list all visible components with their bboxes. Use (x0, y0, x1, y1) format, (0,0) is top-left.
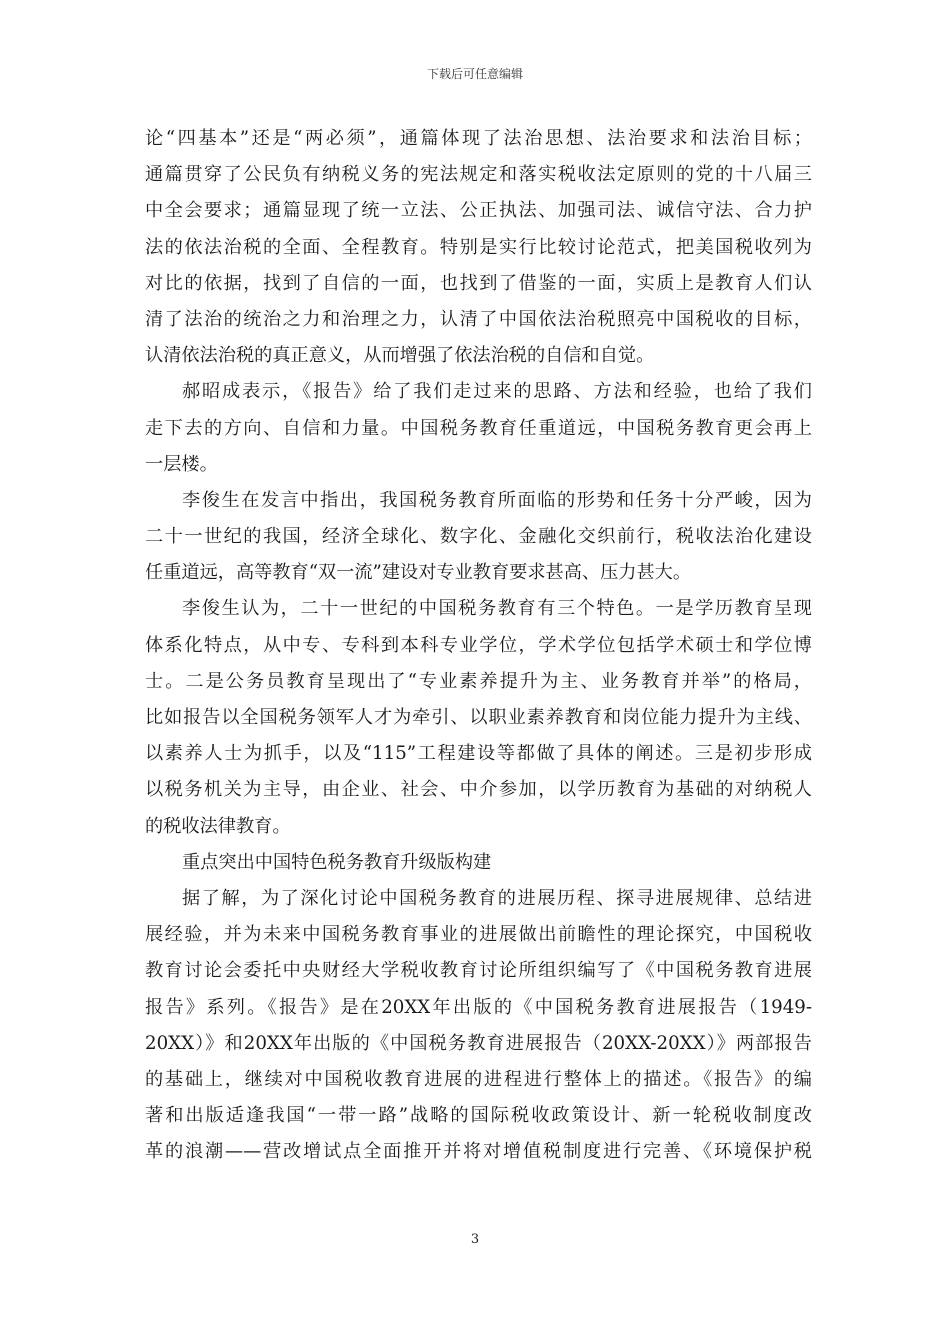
text-line: 走下去的方向、自信和力量。中国税务教育任重道远，中国税务教育更会再上 (145, 417, 812, 439)
text-line: 教育讨论会委托中央财经大学税收教育讨论所组织编写了《中国税务教育进展 (145, 960, 812, 982)
text-line: 二十一世纪的我国，经济全球化、数字化、金融化交织前行，税收法治化建设 (145, 526, 812, 548)
text-line: 以税务机关为主导，由企业、社会、中介参加，以学历教育为基础的对纳税人 (145, 779, 812, 801)
page-header: 下载后可任意编辑 (426, 67, 523, 81)
text-line: 以素养人士为抓手，以及“115”工程建设等都做了具体的阐述。三是初步形成 (145, 743, 812, 765)
text-line: 著和出版适逢我国“一带一路”战略的国际税收政策设计、新一轮税收制度改 (145, 1105, 812, 1127)
text-line: 革的浪潮——营改增试点全面推开并将对增值税制度进行完善、《环境保护税 (145, 1141, 812, 1163)
document-body (145, 121, 812, 1170)
text-line: 通篇贯穿了公民负有纳税义务的宪法规定和落实税收法定原则的党的十八届三 (145, 164, 812, 186)
text-line: 中全会要求；通篇显现了统一立法、公正执法、加强司法、诚信守法、合力护 (145, 200, 812, 222)
text-line: 士。二是公务员教育呈现出了“专业素养提升为主、业务教育并举”的格局， (145, 670, 812, 692)
text-line: 郝昭成表示，《报告》给了我们走过来的思路、方法和经验，也给了我们 (182, 381, 812, 403)
text-line: 法的依法治税的全面、全程教育。特别是实行比较讨论范式，把美国税收列为 (145, 236, 812, 258)
text-line: 一层楼。 (145, 453, 218, 475)
text-line: 的基础上，继续对中国税收教育进展的进程进行整体上的描述。《报告》的编 (145, 1068, 812, 1090)
text-line: 李俊生认为，二十一世纪的中国税务教育有三个特色。一是学历教育呈现 (182, 598, 812, 620)
text-line: 比如报告以全国税务领军人才为牵引、以职业素养教育和岗位能力提升为主线、 (145, 707, 812, 728)
text-line: 论“四基本”还是“两必须”，通篇体现了法治思想、法治要求和法治目标； (145, 128, 812, 149)
text-line: 报告》系列。《报告》是在20XX年出版的《中国税务教育进展报告（1949- (145, 996, 812, 1018)
text-line: 认清依法治税的真正意义，从而增强了依法治税的自信和自觉。 (145, 345, 655, 367)
text-line: 的税收法律教育。 (145, 815, 291, 837)
text-line: 清了法治的统治之力和治理之力，认清了中国依法治税照亮中国税收的目标， (145, 308, 812, 330)
page-number: 3 (470, 1232, 480, 1247)
text-line: 展经验，并为未来中国税务教育事业的进展做出前瞻性的理论探究，中国税收 (145, 924, 812, 946)
text-line: 任重道远，高等教育“双一流”建设对专业教育要求甚高、压力甚大。 (145, 562, 692, 584)
text-line: 李俊生在发言中指出，我国税务教育所面临的形势和任务十分严峻，因为 (182, 489, 812, 511)
text-line: 据了解，为了深化讨论中国税务教育的进展历程、探寻进展规律、总结进 (182, 887, 812, 909)
text-line: 体系化特点，从中专、专科到本科专业学位，学术学位包括学术硕士和学位博 (145, 634, 812, 656)
text-line: 对比的依据，找到了自信的一面，也找到了借鉴的一面，实质上是教育人们认 (145, 272, 812, 294)
text-line: 重点突出中国特色税务教育升级版构建 (182, 851, 492, 873)
text-line: 20XX）》和20XX年出版的《中国税务教育进展报告（20XX-20XX）》两部报告 (145, 1032, 812, 1054)
